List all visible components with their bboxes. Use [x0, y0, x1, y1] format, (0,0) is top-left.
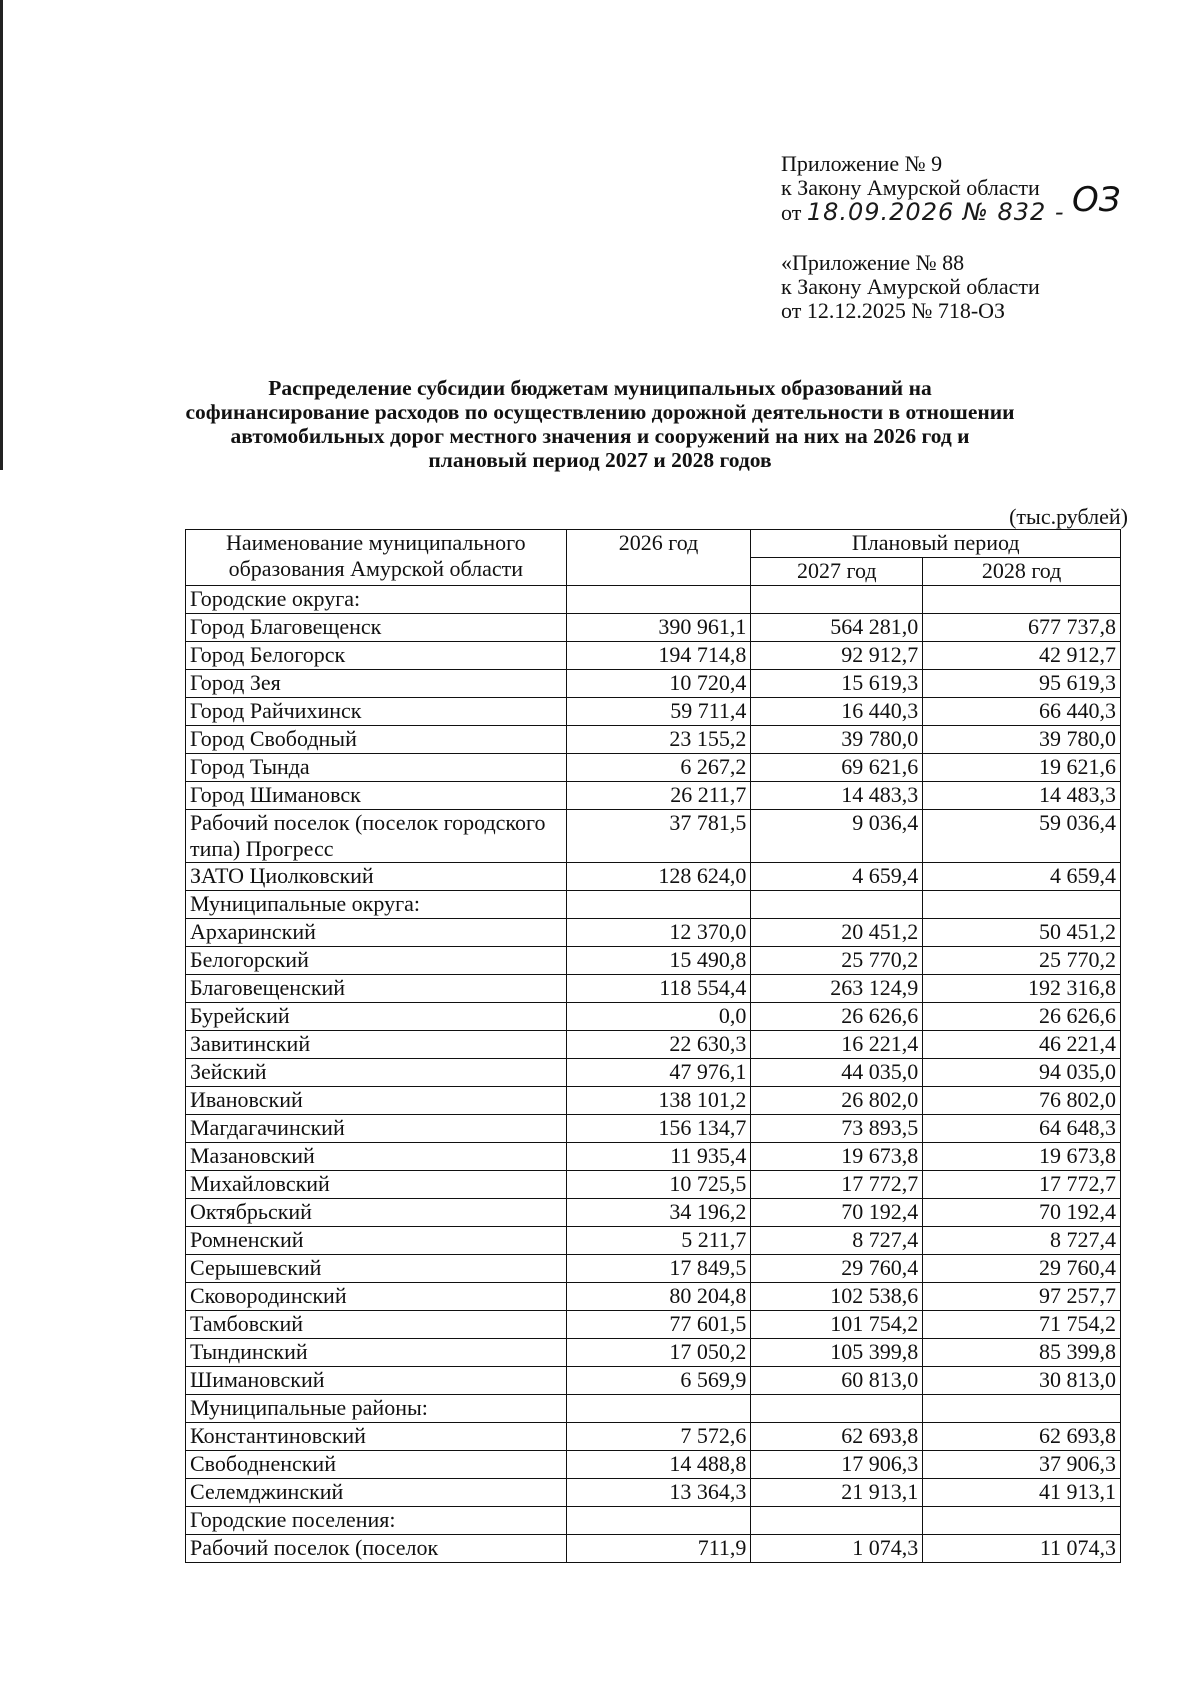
table-row — [186, 1423, 1121, 1451]
table-row — [186, 698, 1121, 726]
municipality-name: Бурейский — [186, 1003, 567, 1031]
value-2028: 17 772,7 — [923, 1171, 1121, 1199]
value-2028: 64 648,3 — [923, 1115, 1121, 1143]
value-2026: 17 849,5 — [566, 1255, 751, 1283]
value-2028: 30 813,0 — [923, 1367, 1121, 1395]
value-2026: 128 624,0 — [566, 863, 751, 891]
section-title: Городские округа: — [186, 586, 567, 614]
value-2026: 138 101,2 — [566, 1087, 751, 1115]
value-2026: 6 569,9 — [566, 1367, 751, 1395]
value-2026: 12 370,0 — [566, 919, 751, 947]
value-2026: 118 554,4 — [566, 975, 751, 1003]
appendix-9-header — [781, 152, 1065, 225]
header-2026: 2026 год — [566, 530, 751, 586]
municipality-name: Ивановский — [186, 1087, 567, 1115]
header-name: Наименование муниципального образования Амурской области — [186, 530, 567, 586]
header-2027: 2027 год — [751, 558, 923, 586]
table-row — [186, 670, 1121, 698]
table-row — [186, 1479, 1121, 1507]
value-2028: 62 693,8 — [923, 1423, 1121, 1451]
value-2027: 21 913,1 — [751, 1479, 923, 1507]
empty-cell — [923, 586, 1121, 614]
header-2028: 2028 год — [923, 558, 1121, 586]
value-2027: 26 626,6 — [751, 1003, 923, 1031]
municipality-name: Тамбовский — [186, 1311, 567, 1339]
value-2028: 71 754,2 — [923, 1311, 1121, 1339]
table-row — [186, 1199, 1121, 1227]
title-line: автомобильных дорог местного значения и сооружений на них на 2026 год и — [230, 424, 970, 448]
value-2026: 711,9 — [566, 1535, 751, 1563]
value-2027: 4 659,4 — [751, 863, 923, 891]
empty-cell — [566, 891, 751, 919]
table-row — [186, 1255, 1121, 1283]
value-2026: 23 155,2 — [566, 726, 751, 754]
table-row — [186, 1339, 1121, 1367]
value-2028: 66 440,3 — [923, 698, 1121, 726]
municipality-name: ЗАТО Циолковский — [186, 863, 567, 891]
title-line: плановый период 2027 и 2028 годов — [428, 448, 772, 472]
value-2026: 10 720,4 — [566, 670, 751, 698]
value-2026: 47 976,1 — [566, 1059, 751, 1087]
title-line: Распределение субсидии бюджетам муниципальных образований на — [268, 376, 932, 400]
table-row — [186, 754, 1121, 782]
value-2028: 59 036,4 — [923, 810, 1121, 863]
appendix-88-date: от 12.12.2025 № 718-ОЗ — [781, 298, 1006, 323]
value-2028: 41 913,1 — [923, 1479, 1121, 1507]
section-row — [186, 1507, 1121, 1535]
value-2026: 13 364,3 — [566, 1479, 751, 1507]
value-2026: 59 711,4 — [566, 698, 751, 726]
municipality-name: Завитинский — [186, 1031, 567, 1059]
title-line: софинансирование расходов по осуществлению дорожной деятельности в отношении — [185, 400, 1015, 424]
municipality-name: Константиновский — [186, 1423, 567, 1451]
section-row — [186, 1395, 1121, 1423]
section-row — [186, 586, 1121, 614]
municipality-name: Ромненский — [186, 1227, 567, 1255]
table-row — [186, 975, 1121, 1003]
value-2027: 1 074,3 — [751, 1535, 923, 1563]
value-2027: 19 673,8 — [751, 1143, 923, 1171]
table-row — [186, 782, 1121, 810]
municipality-name: Селемджинский — [186, 1479, 567, 1507]
table-row — [186, 1031, 1121, 1059]
value-2026: 15 490,8 — [566, 947, 751, 975]
appendix-9-number: Приложение № 9 — [781, 151, 943, 176]
table-row — [186, 919, 1121, 947]
empty-cell — [566, 586, 751, 614]
table-row — [186, 1451, 1121, 1479]
value-2026: 34 196,2 — [566, 1199, 751, 1227]
value-2028: 97 257,7 — [923, 1283, 1121, 1311]
value-2028: 4 659,4 — [923, 863, 1121, 891]
value-2028: 42 912,7 — [923, 642, 1121, 670]
handwritten-date-number: 18.09.2026 № 832 - — [806, 198, 1065, 226]
value-2028: 76 802,0 — [923, 1087, 1121, 1115]
value-2028: 70 192,4 — [923, 1199, 1121, 1227]
section-title: Муниципальные районы: — [186, 1395, 567, 1423]
handwritten-law-suffix: ОЗ — [1072, 180, 1121, 220]
table-row — [186, 863, 1121, 891]
document-title — [150, 376, 1050, 472]
table-row — [186, 947, 1121, 975]
table-row — [186, 1115, 1121, 1143]
value-2027: 26 802,0 — [751, 1087, 923, 1115]
value-2027: 73 893,5 — [751, 1115, 923, 1143]
value-2028: 677 737,8 — [923, 614, 1121, 642]
appendix-9-law: к Закону Амурской области — [781, 175, 1040, 200]
value-2028: 26 626,6 — [923, 1003, 1121, 1031]
empty-cell — [923, 1507, 1121, 1535]
value-2026: 77 601,5 — [566, 1311, 751, 1339]
value-2026: 37 781,5 — [566, 810, 751, 863]
value-2026: 11 935,4 — [566, 1143, 751, 1171]
value-2028: 19 673,8 — [923, 1143, 1121, 1171]
table-row — [186, 1003, 1121, 1031]
table-row — [186, 1367, 1121, 1395]
table-row — [186, 1311, 1121, 1339]
value-2027: 17 772,7 — [751, 1171, 923, 1199]
value-2026: 22 630,3 — [566, 1031, 751, 1059]
table-row — [186, 1227, 1121, 1255]
municipality-name: Город Зея — [186, 670, 567, 698]
scan-edge-mark — [0, 0, 3, 470]
value-2027: 16 440,3 — [751, 698, 923, 726]
municipality-name: Свободненский — [186, 1451, 567, 1479]
subsidy-table — [185, 529, 1121, 1563]
value-2027: 564 281,0 — [751, 614, 923, 642]
value-2026: 26 211,7 — [566, 782, 751, 810]
appendix-9-date-line — [781, 200, 1065, 225]
value-2028: 85 399,8 — [923, 1339, 1121, 1367]
table-row — [186, 1283, 1121, 1311]
value-2028: 29 760,4 — [923, 1255, 1121, 1283]
appendix-88-law: к Закону Амурской области — [781, 274, 1040, 299]
value-2027: 44 035,0 — [751, 1059, 923, 1087]
appendix-9-date-prefix: от — [781, 200, 802, 225]
municipality-name: Город Райчихинск — [186, 698, 567, 726]
value-2027: 25 770,2 — [751, 947, 923, 975]
table-row — [186, 1087, 1121, 1115]
table-row — [186, 1059, 1121, 1087]
value-2027: 101 754,2 — [751, 1311, 923, 1339]
value-2026: 17 050,2 — [566, 1339, 751, 1367]
empty-cell — [751, 586, 923, 614]
value-2027: 29 760,4 — [751, 1255, 923, 1283]
value-2027: 263 124,9 — [751, 975, 923, 1003]
value-2028: 50 451,2 — [923, 919, 1121, 947]
value-2026: 194 714,8 — [566, 642, 751, 670]
value-2026: 156 134,7 — [566, 1115, 751, 1143]
value-2026: 7 572,6 — [566, 1423, 751, 1451]
value-2027: 70 192,4 — [751, 1199, 923, 1227]
value-2027: 8 727,4 — [751, 1227, 923, 1255]
municipality-name: Октябрьский — [186, 1199, 567, 1227]
value-2028: 95 619,3 — [923, 670, 1121, 698]
value-2027: 20 451,2 — [751, 919, 923, 947]
value-2027: 14 483,3 — [751, 782, 923, 810]
value-2027: 105 399,8 — [751, 1339, 923, 1367]
municipality-name: Магдагачинский — [186, 1115, 567, 1143]
value-2026: 6 267,2 — [566, 754, 751, 782]
value-2028: 19 621,6 — [923, 754, 1121, 782]
empty-cell — [923, 891, 1121, 919]
header-planned-period: Плановый период — [751, 530, 1121, 558]
value-2027: 102 538,6 — [751, 1283, 923, 1311]
value-2027: 9 036,4 — [751, 810, 923, 863]
table-row — [186, 1535, 1121, 1563]
municipality-name: Серышевский — [186, 1255, 567, 1283]
empty-cell — [923, 1395, 1121, 1423]
section-title: Городские поселения: — [186, 1507, 567, 1535]
municipality-name: Зейский — [186, 1059, 567, 1087]
municipality-name: Город Шимановск — [186, 782, 567, 810]
value-2028: 8 727,4 — [923, 1227, 1121, 1255]
appendix-88-header — [781, 251, 1040, 323]
table-row — [186, 642, 1121, 670]
municipality-name: Город Тында — [186, 754, 567, 782]
section-row — [186, 891, 1121, 919]
table-row — [186, 1171, 1121, 1199]
municipality-name: Шимановский — [186, 1367, 567, 1395]
value-2026: 14 488,8 — [566, 1451, 751, 1479]
value-2026: 0,0 — [566, 1003, 751, 1031]
value-2028: 39 780,0 — [923, 726, 1121, 754]
value-2027: 69 621,6 — [751, 754, 923, 782]
municipality-name: Тындинский — [186, 1339, 567, 1367]
table-row — [186, 810, 1121, 863]
value-2027: 60 813,0 — [751, 1367, 923, 1395]
value-2026: 80 204,8 — [566, 1283, 751, 1311]
empty-cell — [566, 1507, 751, 1535]
value-2026: 390 961,1 — [566, 614, 751, 642]
value-2027: 92 912,7 — [751, 642, 923, 670]
table-row — [186, 614, 1121, 642]
value-2027: 16 221,4 — [751, 1031, 923, 1059]
empty-cell — [751, 1507, 923, 1535]
value-2027: 15 619,3 — [751, 670, 923, 698]
empty-cell — [566, 1395, 751, 1423]
municipality-name: Рабочий поселок (поселок — [186, 1535, 567, 1563]
municipality-name: Город Благовещенск — [186, 614, 567, 642]
table-row — [186, 1143, 1121, 1171]
value-2026: 5 211,7 — [566, 1227, 751, 1255]
municipality-name: Белогорский — [186, 947, 567, 975]
unit-label: (тыс.рублей) — [1009, 504, 1128, 529]
municipality-name: Город Белогорск — [186, 642, 567, 670]
value-2027: 39 780,0 — [751, 726, 923, 754]
municipality-name: Сковородинский — [186, 1283, 567, 1311]
empty-cell — [751, 891, 923, 919]
value-2026: 10 725,5 — [566, 1171, 751, 1199]
table-row — [186, 726, 1121, 754]
value-2027: 62 693,8 — [751, 1423, 923, 1451]
empty-cell — [751, 1395, 923, 1423]
municipality-name: Благовещенский — [186, 975, 567, 1003]
value-2028: 14 483,3 — [923, 782, 1121, 810]
value-2028: 46 221,4 — [923, 1031, 1121, 1059]
value-2028: 37 906,3 — [923, 1451, 1121, 1479]
appendix-88-number: «Приложение № 88 — [781, 250, 965, 275]
table-body — [186, 586, 1121, 1563]
value-2027: 17 906,3 — [751, 1451, 923, 1479]
value-2028: 192 316,8 — [923, 975, 1121, 1003]
section-title: Муниципальные округа: — [186, 891, 567, 919]
municipality-name: Михайловский — [186, 1171, 567, 1199]
value-2028: 11 074,3 — [923, 1535, 1121, 1563]
municipality-name: Мазановский — [186, 1143, 567, 1171]
value-2028: 25 770,2 — [923, 947, 1121, 975]
value-2028: 94 035,0 — [923, 1059, 1121, 1087]
municipality-name: Город Свободный — [186, 726, 567, 754]
municipality-name: Архаринский — [186, 919, 567, 947]
municipality-name: Рабочий поселок (поселок городского типа) Прогресс — [186, 810, 567, 863]
